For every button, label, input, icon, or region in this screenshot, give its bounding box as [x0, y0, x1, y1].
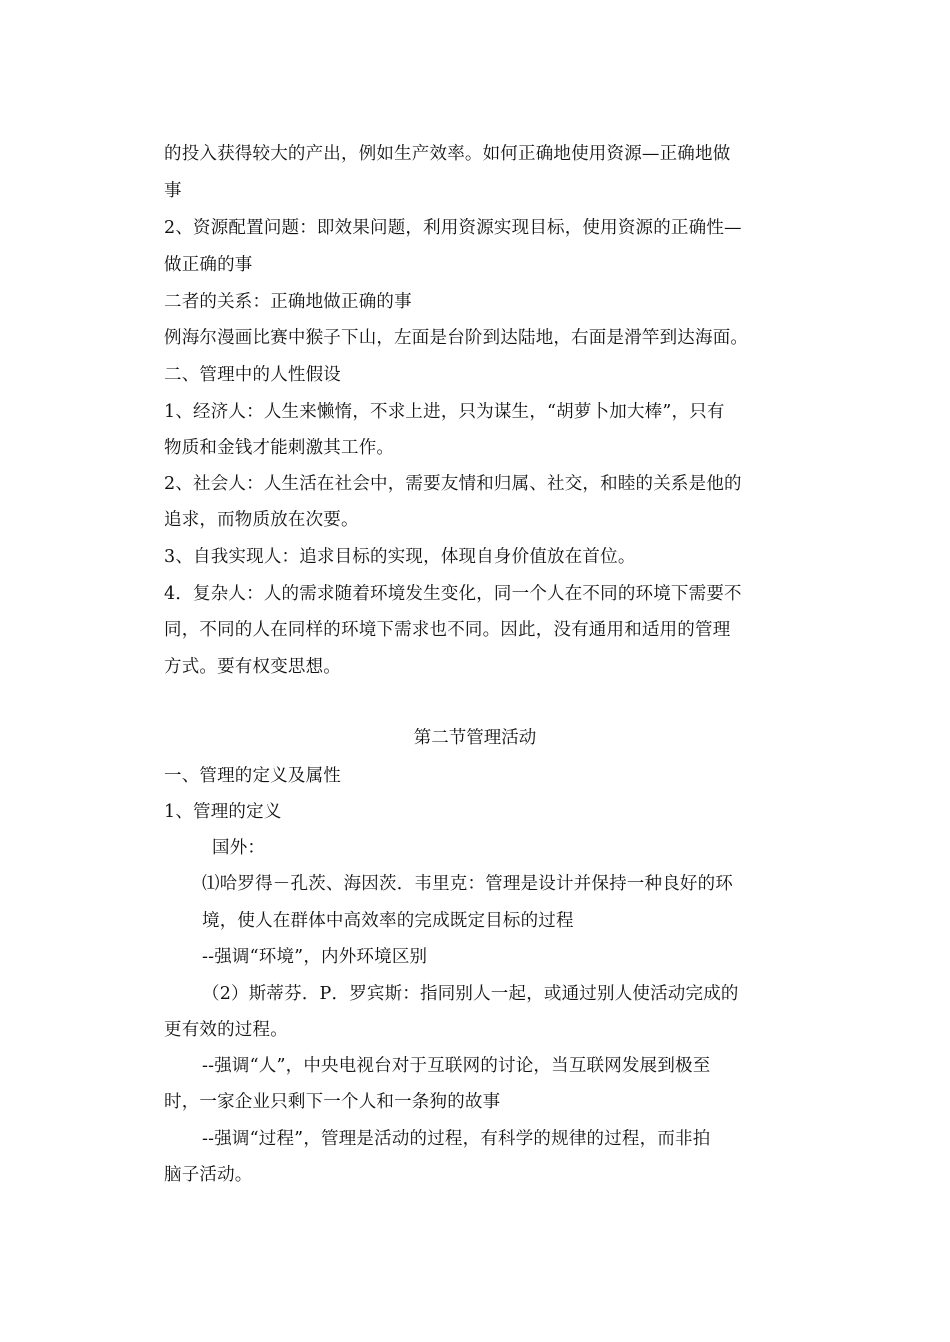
- paragraph-line: [202, 1054, 710, 1078]
- paragraph-line: [164, 472, 742, 496]
- text-line: 境，使人在群体中高效率的完成既定目标的过程: [202, 911, 574, 931]
- paragraph-line: [164, 508, 359, 532]
- text-line: 4．复杂人：人的需求随着环境发生变化，同一个人在不同的环境下需要不: [164, 584, 742, 604]
- paragraph-line: [164, 618, 730, 642]
- text-line: 事: [164, 181, 182, 201]
- text-line: 物质和金钱才能刺激其工作。: [164, 438, 395, 458]
- heading-line: [164, 363, 341, 387]
- paragraph-line: [164, 582, 742, 606]
- paragraph-line: [164, 216, 742, 240]
- text-line: 同，不同的人在同样的环境下需求也不同。因此，没有通用和适用的管理: [164, 620, 731, 640]
- paragraph-line: [164, 800, 282, 824]
- text-line: 国外：: [212, 838, 266, 858]
- paragraph-line: [164, 142, 730, 166]
- heading-line: [164, 764, 341, 788]
- text-line: 二者的关系：正确地做正确的事: [164, 292, 412, 312]
- paragraph-line: [164, 545, 636, 569]
- text-line: 2、社会人：人生活在社会中，需要友情和归属、社交，和睦的关系是他的: [164, 474, 742, 494]
- text-line: 一、管理的定义及属性: [164, 766, 341, 786]
- text-line: 例海尔漫画比赛中猴子下山，左面是台阶到达陆地，右面是滑竿到达海面。: [164, 328, 749, 348]
- paragraph-line: [164, 655, 341, 679]
- text-line: 2、资源配置问题：即效果问题，利用资源实现目标，使用资源的正确性—: [164, 218, 742, 238]
- text-line: 做正确的事: [164, 255, 253, 275]
- text-line: 追求，而物质放在次要。: [164, 510, 359, 530]
- section-title: 第二节管理活动: [413, 728, 537, 748]
- text-line: 脑子活动。: [164, 1165, 253, 1185]
- text-line: --强调“过程”，管理是活动的过程，有科学的规律的过程，而非拍: [202, 1129, 711, 1149]
- paragraph-line: [202, 982, 739, 1006]
- text-line: （2）斯蒂芬．P．罗宾斯：指同别人一起，或通过别人使活动完成的: [202, 984, 739, 1004]
- paragraph-line: [164, 1018, 288, 1042]
- paragraph-line: [202, 945, 427, 969]
- paragraph-line: [212, 836, 265, 860]
- paragraph-line: [164, 1163, 253, 1187]
- text-line: --强调“环境”，内外环境区别: [202, 947, 428, 967]
- paragraph-line: [202, 872, 733, 896]
- text-line: 的投入获得较大的产出，例如生产效率。如何正确地使用资源—正确地做: [164, 144, 731, 164]
- paragraph-line: [202, 909, 574, 933]
- paragraph-line: [164, 436, 394, 460]
- text-line: 方式。要有权变思想。: [164, 657, 341, 677]
- text-line: 1、经济人：人生来懒惰，不求上进，只为谋生，“胡萝卜加大棒”，只有: [164, 402, 725, 422]
- paragraph-line: [164, 253, 253, 277]
- paragraph-line: [164, 1090, 500, 1114]
- text-line: 1、管理的定义: [164, 802, 282, 822]
- text-line: 二、管理中的人性假设: [164, 365, 341, 385]
- text-line: 3、自我实现人：追求目标的实现，体现自身价值放在首位。: [164, 547, 636, 567]
- paragraph-line: [164, 326, 748, 350]
- text-line: --强调“人”，中央电视台对于互联网的讨论，当互联网发展到极至: [202, 1056, 711, 1076]
- text-line: ⑴哈罗得－孔茨、海因茨．韦里克：管理是设计并保持一种良好的环: [202, 874, 733, 894]
- paragraph-line: [164, 179, 182, 203]
- text-line: 时，一家企业只剩下一个人和一条狗的故事: [164, 1092, 501, 1112]
- paragraph-line: [202, 1127, 710, 1151]
- paragraph-line: [164, 400, 725, 424]
- text-line: 更有效的过程。: [164, 1020, 288, 1040]
- paragraph-line: [164, 290, 412, 314]
